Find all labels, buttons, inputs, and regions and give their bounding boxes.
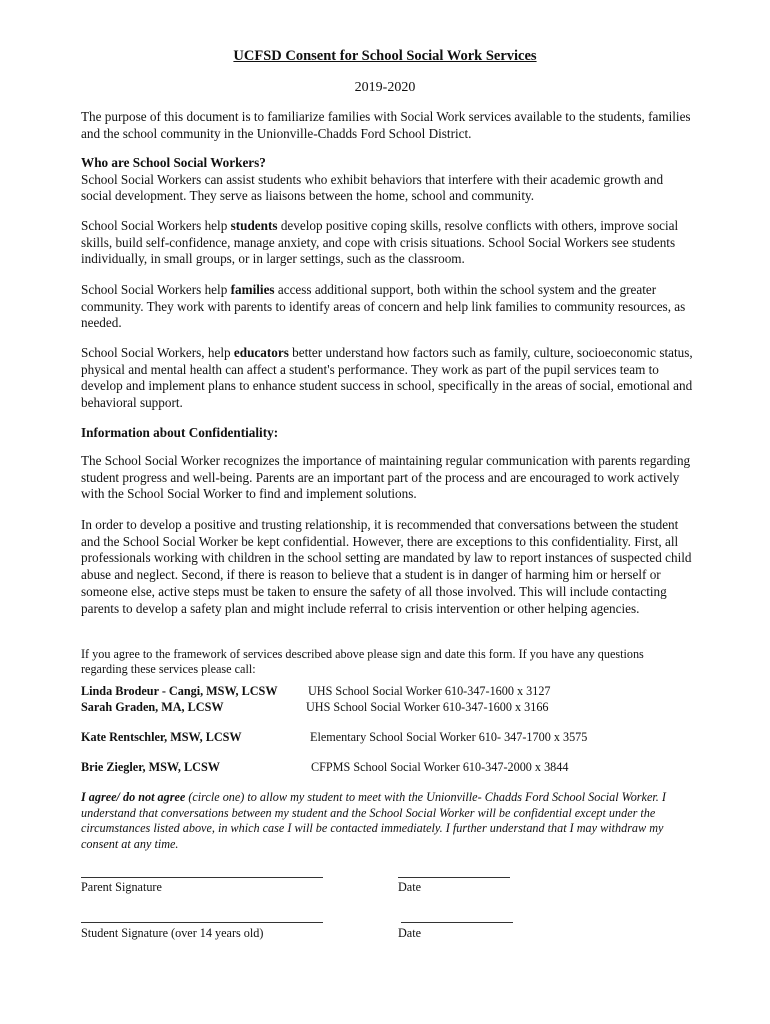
educators-post: better understand how factors such as family, culture, socioeconomic status, physical and mental health can affect a student's performance. They work as part of the pupil services team to develop and implement plans to enhance student success in school, specifically in the areas of social, emotional and behavioral support. xyxy=(81,345,693,411)
students-post: develop positive coping skills, resolve conflicts with others, improve social skills, build self-confidence, manage anxiety, and cope with crisis situations. School Social Workers see students individually, in small groups, or in larger settings, such as the classroom. xyxy=(81,218,679,267)
contact-row xyxy=(81,700,701,716)
consent-choice[interactable]: I agree/ do not agree xyxy=(81,790,186,804)
parent-date-line[interactable] xyxy=(398,877,510,878)
who-section xyxy=(81,155,693,205)
families-post: access additional support, both within the school system and the greater community. They work with parents to identify areas of concern and help link families to community resources, as needed. xyxy=(81,282,686,331)
contact-row xyxy=(81,730,701,746)
who-heading: Who are School Social Workers? xyxy=(81,155,266,170)
educators-bold: educators xyxy=(233,345,289,360)
families-paragraph xyxy=(81,282,693,332)
intro-paragraph: The purpose of this document is to familiarize families with Social Work services available to the students, families and the school community in the Unionville-Chadds Ford School District. xyxy=(81,109,691,141)
students-pre: School Social Workers help xyxy=(81,218,231,233)
contact-row xyxy=(81,684,701,700)
students-bold: students xyxy=(230,218,278,233)
confidentiality-heading: Information about Confidentiality: xyxy=(81,425,279,440)
confidentiality-paragraph-1: The School Social Worker recognizes the importance of maintaining regular communication with parents regarding student progress and well-being. Parents are an important part of the process and are encouraged to work actively with the School Social Worker to find and implement solutions. xyxy=(81,453,691,502)
contact-name: Linda Brodeur - Cangi, MSW, LCSW xyxy=(81,684,278,698)
school-year: 2019-2020 xyxy=(354,80,416,95)
contact-intro: If you agree to the framework of services described above please sign and date this form. If you have any questions regarding these services please call: xyxy=(81,647,644,677)
educators-pre: School Social Workers, help xyxy=(81,345,234,360)
educators-paragraph xyxy=(81,345,693,412)
student-date-line[interactable] xyxy=(401,922,513,923)
contact-name: Kate Rentschler, MSW, LCSW xyxy=(81,730,242,744)
contact-role: UHS School Social Worker 610-347-1600 x 3127 xyxy=(308,684,551,698)
student-date-label: Date xyxy=(398,926,422,940)
student-signature-label: Student Signature (over 14 years old) xyxy=(81,926,264,940)
consent-text: (circle one) to allow my student to meet with the Unionville- Chadds Ford School Social Worker. I understand that conversations between my student and the School Social Worker will be confidential except under the circumstances listed above, in which case I will be contacted immediately. I further understand that I may withdraw my consent at any time. xyxy=(81,790,666,851)
families-pre: School Social Workers help xyxy=(81,282,231,297)
parent-date-label: Date xyxy=(398,880,422,894)
consent-statement xyxy=(81,790,693,852)
contact-row xyxy=(81,760,701,776)
families-bold: families xyxy=(230,282,275,297)
student-signature-line[interactable] xyxy=(81,922,323,923)
who-text: School Social Workers can assist students who exhibit behaviors that interfere with their academic growth and social development. They serve as liaisons between the home, school and community. xyxy=(81,171,664,204)
parent-signature-line[interactable] xyxy=(81,877,323,878)
contact-name: Sarah Graden, MA, LCSW xyxy=(81,700,224,714)
students-paragraph xyxy=(81,218,693,268)
parent-signature-label: Parent Signature xyxy=(81,880,162,894)
contact-role: Elementary School Social Worker 610- 347-1700 x 3575 xyxy=(310,730,588,744)
confidentiality-paragraph-2: In order to develop a positive and trusting relationship, it is recommended that conversations between the student and the School Social Worker be kept confidential. However, there are exceptions to this confidentiality. First, all professionals working with children in the school setting are mandated by law to report instances of suspected child abuse and neglect. Second, if there is reason to believe that a student is in danger of harming him or herself or someone else, active steps must be taken to ensure the safety of all those involved. This will include contacting parents to develop a safety plan and might include referral to crisis intervention or other helping agencies. xyxy=(81,517,692,616)
contact-role: CFPMS School Social Worker 610-347-2000 x 3844 xyxy=(311,760,569,774)
contact-name: Brie Ziegler, MSW, LCSW xyxy=(81,760,220,774)
document-title: UCFSD Consent for School Social Work Services xyxy=(233,48,537,64)
contact-role: UHS School Social Worker 610-347-1600 x 3166 xyxy=(306,700,549,714)
